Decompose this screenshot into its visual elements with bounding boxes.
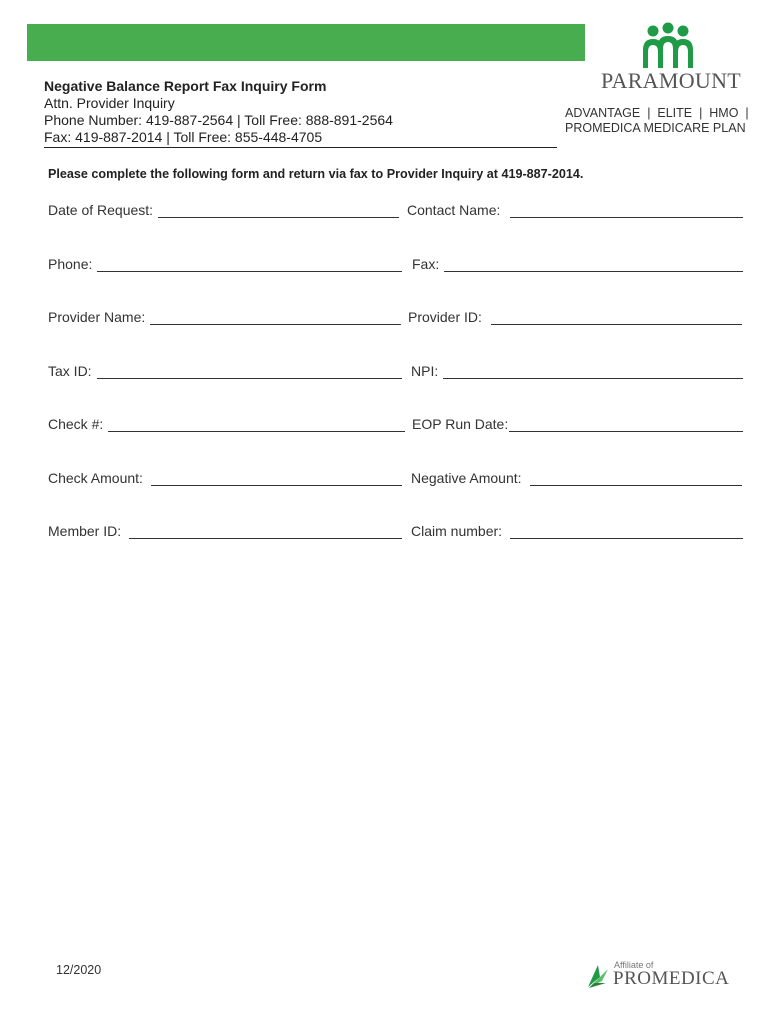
form-instruction: Please complete the following form and return via fax to Provider Inquiry at 419-887-2014. (48, 167, 584, 181)
claim-number-label: Claim number: (411, 523, 503, 539)
member-id-line[interactable] (129, 524, 402, 539)
paramount-people-icon (641, 22, 695, 70)
date-of-request-line[interactable] (158, 203, 399, 218)
check-number-label: Check #: (48, 416, 104, 432)
attn-line: Attn. Provider Inquiry (44, 95, 175, 111)
member-id-label: Member ID: (48, 523, 122, 539)
promedica-leaf-icon (586, 963, 610, 989)
member-id-field[interactable] (48, 521, 402, 539)
provider-name-line[interactable] (150, 310, 401, 325)
fax-field[interactable] (412, 254, 743, 272)
provider-id-field[interactable] (408, 307, 742, 325)
date-of-request-label: Date of Request: (48, 202, 154, 218)
negative-amount-field[interactable] (411, 468, 742, 486)
check-number-line[interactable] (108, 417, 405, 432)
fax-line[interactable] (444, 257, 743, 272)
check-number-field[interactable] (48, 414, 405, 432)
contact-name-field[interactable] (407, 200, 743, 218)
plan-list-line-2: PROMEDICA MEDICARE PLAN (565, 121, 746, 135)
revision-date: 12/2020 (56, 963, 102, 977)
eop-run-date-line[interactable] (509, 417, 743, 432)
npi-field[interactable] (411, 361, 743, 379)
date-of-request-field[interactable] (48, 200, 399, 218)
tax-id-field[interactable] (48, 361, 402, 379)
negative-amount-line[interactable] (530, 471, 742, 486)
eop-run-date-field[interactable] (412, 414, 743, 432)
contact-name-label: Contact Name: (407, 202, 501, 218)
phone-field[interactable] (48, 254, 402, 272)
tax-id-label: Tax ID: (48, 363, 92, 379)
eop-run-date-label: EOP Run Date: (412, 416, 509, 432)
contact-name-line[interactable] (510, 203, 743, 218)
provider-name-field[interactable] (48, 307, 401, 325)
npi-line[interactable] (443, 364, 743, 379)
fax-line: Fax: 419-887-2014 | Toll Free: 855-448-4705 (44, 129, 323, 145)
phone-line: Phone Number: 419-887-2564 | Toll Free: 888-891-2564 (44, 112, 393, 128)
provider-name-label: Provider Name: (48, 309, 146, 325)
plan-list (565, 106, 749, 136)
claim-number-field[interactable] (411, 521, 743, 539)
phone-line[interactable] (97, 257, 402, 272)
npi-label: NPI: (411, 363, 439, 379)
form-header (44, 78, 557, 148)
plan-list-line-1: ADVANTAGE | ELITE | HMO | (565, 106, 749, 120)
check-amount-label: Check Amount: (48, 470, 143, 486)
form-title: Negative Balance Report Fax Inquiry Form (44, 78, 327, 94)
paramount-logo (601, 22, 742, 98)
claim-number-line[interactable] (510, 524, 743, 539)
negative-amount-label: Negative Amount: (411, 470, 522, 486)
header-green-bar (27, 24, 585, 61)
paramount-wordmark: PARAMOUNT (601, 68, 742, 93)
provider-id-label: Provider ID: (408, 309, 482, 325)
check-amount-line[interactable] (151, 471, 402, 486)
provider-id-line[interactable] (491, 310, 742, 325)
check-amount-field[interactable] (48, 468, 402, 486)
promedica-logo (586, 960, 730, 992)
tax-id-line[interactable] (97, 364, 402, 379)
phone-label: Phone: (48, 256, 93, 272)
affiliate-prefix: Affiliate of (614, 960, 654, 970)
affiliate-name: PROMEDICA (613, 968, 730, 989)
fax-label: Fax: (412, 256, 440, 272)
